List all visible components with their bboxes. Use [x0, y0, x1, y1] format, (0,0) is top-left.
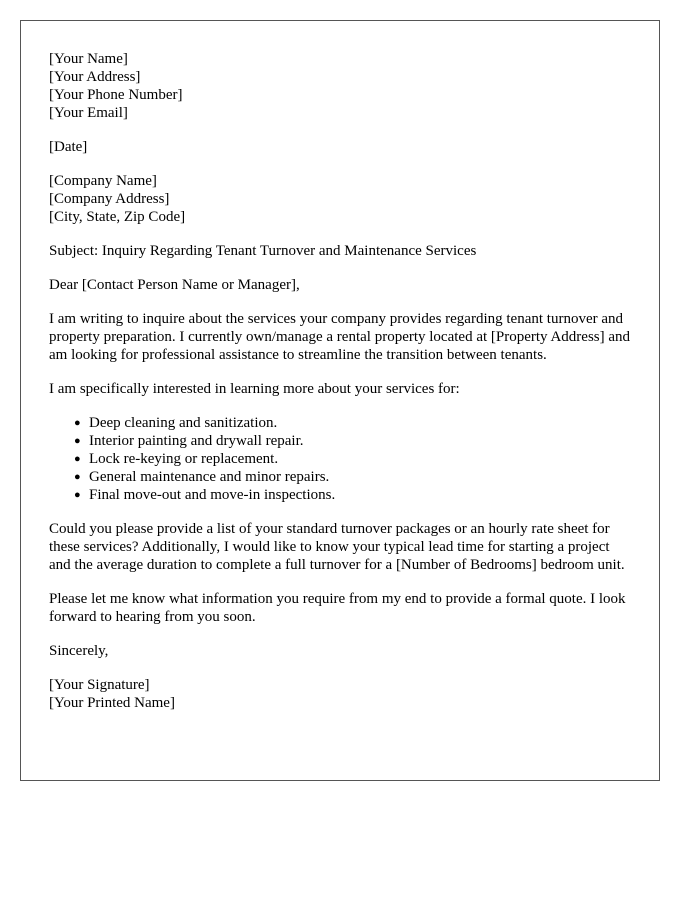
sender-name: [Your Name] — [49, 51, 128, 67]
date-block — [49, 138, 631, 156]
intro-paragraph: I am writing to inquire about the services your company provides regarding tenant turnover and property preparation. I currently own/manage a rental property located at [Property Address] and am looking for professional assistance to streamline the transition between tenants. — [49, 311, 631, 363]
service-text: Deep cleaning and sanitization. — [89, 415, 278, 431]
closing-paragraph: Please let me know what information you require from my end to provide a formal quote. I look forward to hearing from you soon. — [49, 591, 626, 625]
list-item — [74, 414, 631, 432]
sender-email: [Your Email] — [49, 105, 128, 121]
salutation: Dear [Contact Person Name or Manager], — [49, 277, 300, 293]
recipient-city-state-zip: [City, State, Zip Code] — [49, 209, 186, 225]
service-text: Interior painting and drywall repair. — [89, 433, 304, 449]
bullet-icon: ● — [74, 435, 81, 447]
recipient-company-name: [Company Name] — [49, 173, 157, 189]
list-item — [74, 468, 631, 486]
request-paragraph: Could you please provide a list of your standard turnover packages or an hourly rate sheet for these services? Additionally, I would like to know your typical lead time for starting a project and the average duration to complete a full turnover for a [Number of Bedrooms] bedroom unit. — [49, 521, 625, 573]
printed-name: [Your Printed Name] — [49, 695, 175, 711]
service-text: General maintenance and minor repairs. — [89, 469, 330, 485]
sender-phone: [Your Phone Number] — [49, 87, 183, 103]
letter-date: [Date] — [49, 139, 88, 155]
list-item — [74, 486, 631, 504]
bullet-icon: ● — [74, 453, 81, 465]
sign-off-closing: Sincerely, — [49, 643, 109, 659]
list-item — [74, 432, 631, 450]
services-lead-paragraph: I am specifically interested in learning more about your services for: — [49, 381, 460, 397]
bullet-icon: ● — [74, 417, 81, 429]
recipient-block — [49, 172, 631, 226]
letter-page — [20, 20, 660, 781]
sender-address: [Your Address] — [49, 69, 141, 85]
services-list — [49, 414, 631, 504]
signature-block — [49, 676, 631, 712]
recipient-company-address: [Company Address] — [49, 191, 170, 207]
sender-block — [49, 50, 631, 122]
bullet-icon: ● — [74, 489, 81, 501]
bullet-icon: ● — [74, 471, 81, 483]
signature: [Your Signature] — [49, 677, 150, 693]
subject-line: Subject: Inquiry Regarding Tenant Turnover and Maintenance Services — [49, 243, 477, 259]
service-text: Lock re-keying or replacement. — [89, 451, 279, 467]
service-text: Final move-out and move-in inspections. — [89, 487, 336, 503]
list-item — [74, 450, 631, 468]
